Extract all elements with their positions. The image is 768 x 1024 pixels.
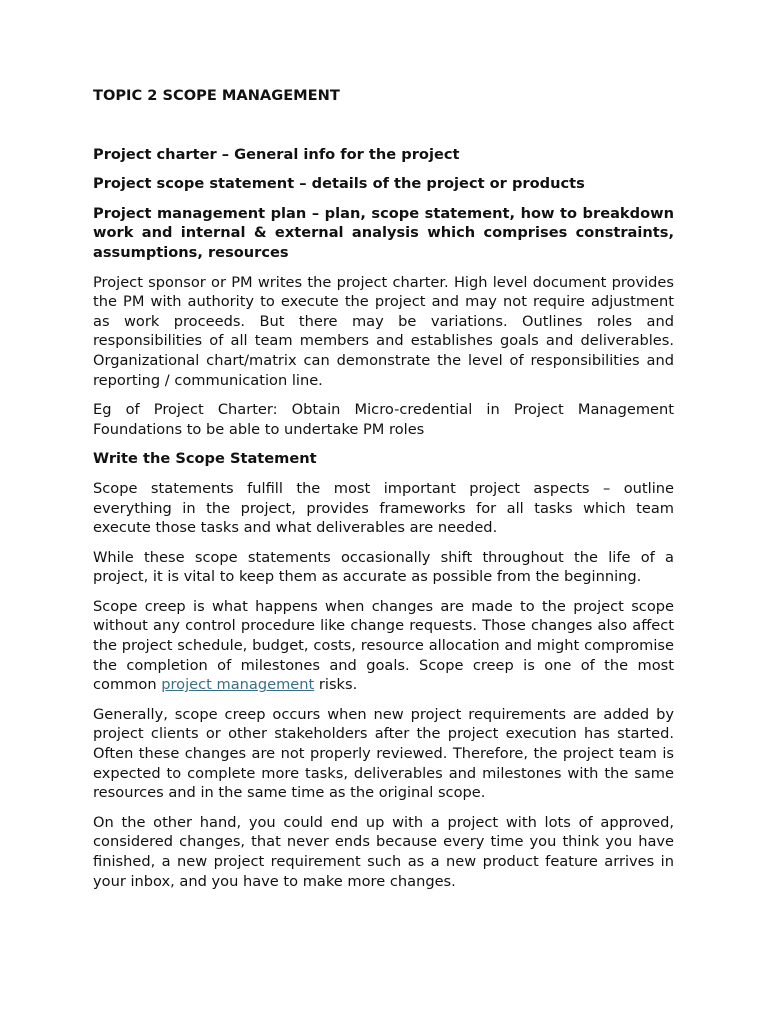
paragraph-other-hand: On the other hand, you could end up with a project with lots of approved, considered changes, that never ends because every time you think you have finished, a new project requirement such as a new product feature arrives in your inbox, and you have to make more changes. [93, 813, 674, 890]
charter-definition: Project charter – General info for the project [93, 145, 460, 163]
scope-creep-text: Scope creep is what happens when changes are made to the project scope without any control procedure like change requests. Those changes also affect the project schedule, budget, costs, resource allocation and might compromise the completion of milestones and goals. Scope creep is one of the most common [93, 597, 674, 694]
paragraph-generally: Generally, scope creep occurs when new project requirements are added by project clients or other stakeholders after the project execution has started. Often these changes are not properly reviewed. Therefore, the project team is expected to complete more tasks, deliverables and milestones with the same resources and in the same time as the original scope. [93, 705, 674, 802]
section-heading-scope-statement: Write the Scope Statement [93, 450, 317, 468]
paragraph-charter: Project sponsor or PM writes the project charter. High level document provides the PM with authority to execute the project and may not require adjustment as work proceeds. But there may be variations. Outlines roles and responsibilities of all team members and establishes goals and deliverables. Organizational chart/matrix can demonstrate the level of responsibilities and reporting / communication line. [93, 273, 674, 389]
paragraph-scope-1: Scope statements fulfill the most important project aspects – outline everything in the project, provides frameworks for all tasks which team execute those tasks and what deliverables are needed. [93, 479, 674, 537]
paragraph-example: Eg of Project Charter: Obtain Micro-credential in Project Management Foundations to be able to undertake PM roles [93, 401, 674, 438]
project-management-link[interactable]: project management [161, 676, 315, 694]
scope-statement-definition: Project scope statement – details of the project or products [93, 175, 585, 193]
paragraph-scope-2: While these scope statements occasionally shift throughout the life of a project, it is vital to keep them as accurate as possible from the beginning. [93, 548, 674, 586]
paragraph-scope-creep [93, 597, 674, 695]
document-title: TOPIC 2 SCOPE MANAGEMENT [93, 87, 340, 104]
document-page [93, 86, 674, 901]
management-plan-definition: Project management plan – plan, scope statement, how to breakdown work and internal & external analysis which comprises constraints, assumptions, resources [93, 204, 674, 261]
scope-creep-text-end: risks. [314, 676, 358, 694]
